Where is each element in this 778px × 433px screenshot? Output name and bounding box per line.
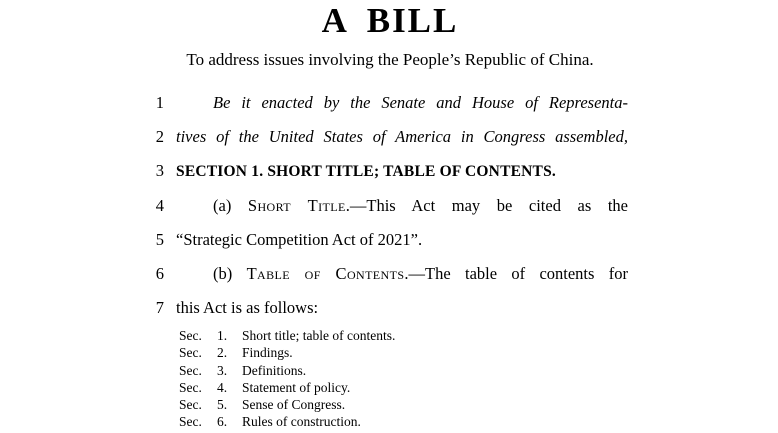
toc-number: 3.	[217, 362, 228, 378]
toc-label: Sec.	[179, 362, 202, 378]
toc-title: Rules of construction.	[242, 414, 361, 430]
toc-entry	[179, 396, 628, 413]
line-text: tives of the United States of America in Congress assembled,	[176, 127, 628, 146]
line-text: this Act is as follows:	[176, 298, 319, 317]
bill-line	[152, 257, 628, 291]
line-text-prefix: (a)	[213, 196, 248, 215]
line-text-smallcaps: Short Title	[247, 196, 346, 215]
bill-line	[152, 120, 628, 154]
bill-line	[152, 154, 628, 189]
line-text-rest: .—This Act may be cited as the	[345, 196, 628, 215]
section-heading: SECTION 1. SHORT TITLE; TABLE OF CONTENTS.	[176, 163, 556, 180]
bill-title: A BILL	[321, 1, 459, 40]
line-text-prefix: (b)	[213, 264, 247, 283]
toc-entry	[179, 379, 628, 396]
line-number: 6	[155, 264, 164, 283]
toc-number: 1.	[217, 328, 228, 343]
line-text-rest: .—The table of contents for	[404, 264, 628, 283]
toc-entry	[179, 344, 628, 361]
document-column	[152, 0, 628, 431]
line-number: 7	[155, 298, 164, 317]
toc-number: 6.	[217, 414, 228, 430]
line-number: 1	[155, 93, 164, 112]
toc-label: Sec.	[179, 328, 202, 343]
bill-body	[152, 86, 628, 325]
toc-title: Findings.	[242, 345, 293, 361]
bill-line	[152, 189, 628, 223]
toc-title: Sense of Congress.	[242, 397, 346, 413]
toc-label: Sec.	[179, 345, 202, 361]
line-text: Be it enacted by the Senate and House of Representa-	[213, 93, 628, 112]
toc-label: Sec.	[179, 379, 202, 395]
toc-entry	[179, 413, 628, 430]
toc-entry	[179, 327, 628, 344]
toc-label: Sec.	[179, 414, 202, 430]
line-number: 3	[155, 161, 164, 180]
line-number: 4	[155, 196, 164, 215]
bill-line	[152, 86, 628, 120]
toc-title: Short title; table of contents.	[242, 328, 396, 343]
toc-label: Sec.	[179, 397, 202, 413]
line-text	[176, 189, 628, 223]
toc-title: Definitions.	[242, 362, 307, 378]
toc-number: 5.	[217, 397, 228, 413]
toc-number: 2.	[217, 345, 228, 361]
line-text	[176, 257, 628, 291]
bill-long-title: To address issues involving the People’s Republic of China.	[186, 50, 594, 69]
bill-line	[152, 291, 628, 325]
toc-list	[179, 327, 628, 431]
line-text: “Strategic Competition Act of 2021”.	[176, 230, 423, 249]
line-number: 5	[155, 230, 164, 249]
bill-line	[152, 223, 628, 257]
toc-number: 4.	[217, 379, 228, 395]
line-text-smallcaps: Table of Contents	[246, 264, 405, 283]
toc-title: Statement of policy.	[242, 379, 351, 395]
line-number: 2	[155, 127, 164, 146]
toc-entry	[179, 362, 628, 379]
